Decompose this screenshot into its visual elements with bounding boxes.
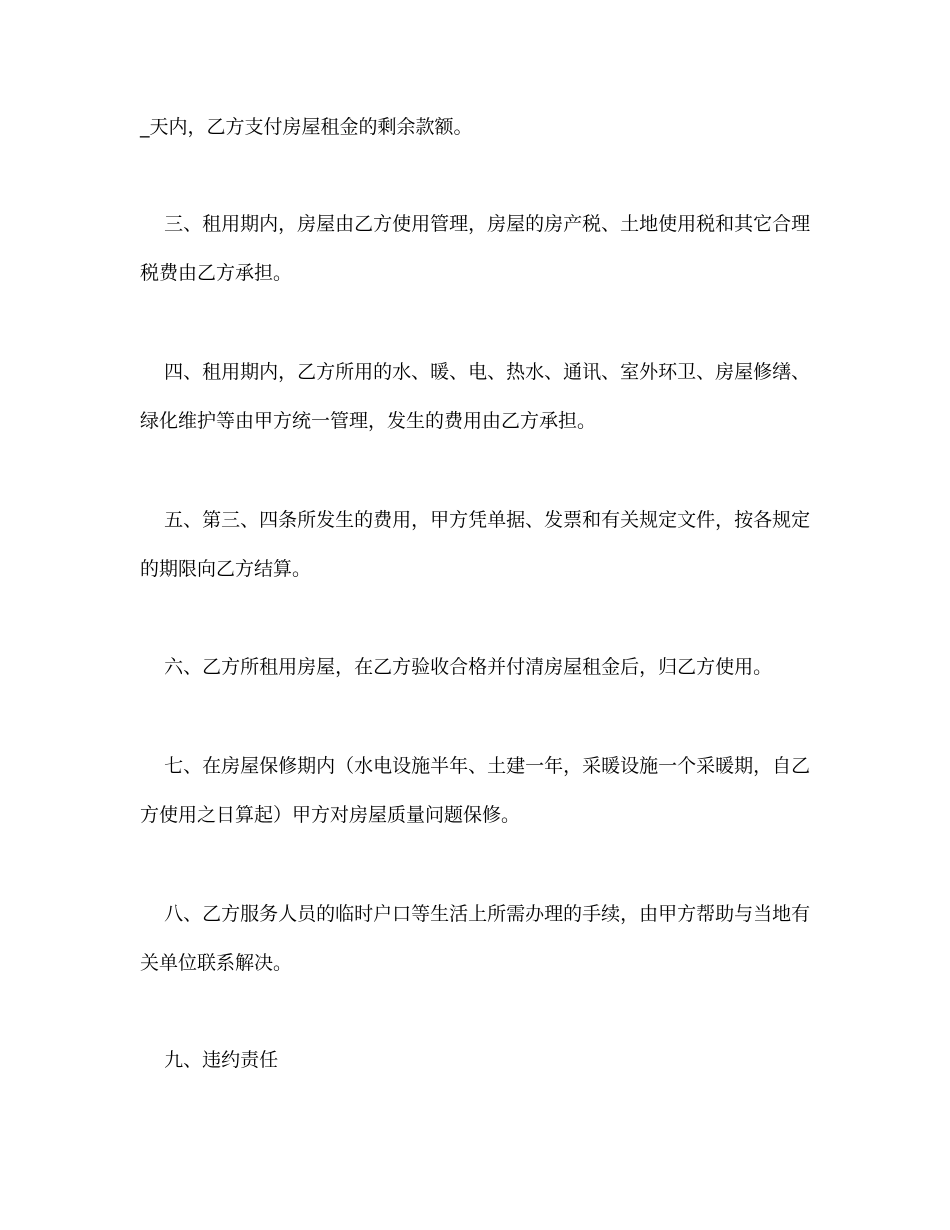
clause-4-line-1: 四、租用期内，乙方所用的水、暖、电、热水、通讯、室外环卫、房屋修缮、 — [140, 361, 811, 383]
clause-8-line-1: 八、乙方服务人员的临时户口等生活上所需办理的手续，由甲方帮助与当地有 — [140, 903, 811, 925]
paragraph-2-tail: _天内，乙方支付房屋租金的剩余款额。 — [140, 116, 473, 138]
clause-5-line-2: 的期限向乙方结算。 — [140, 558, 312, 580]
clause-9-heading: 九、违约责任 — [140, 1049, 279, 1071]
clause-7-line-1: 七、在房屋保修期内（水电设施半年、土建一年，采暖设施一个采暖期，自乙 — [140, 755, 811, 777]
clause-8-line-2: 关单位联系解决。 — [140, 952, 293, 974]
clause-7-line-2: 方使用之日算起）甲方对房屋质量问题保修。 — [140, 804, 521, 826]
clause-3-line-1: 三、租用期内，房屋由乙方使用管理，房屋的房产税、土地使用税和其它合理 — [140, 213, 811, 235]
clause-3-line-2: 税费由乙方承担。 — [140, 262, 293, 284]
clause-6-line-1: 六、乙方所租用房屋，在乙方验收合格并付清房屋租金后，归乙方使用。 — [140, 656, 773, 678]
clause-5-line-1: 五、第三、四条所发生的费用，甲方凭单据、发票和有关规定文件，按各规定 — [140, 509, 811, 531]
clause-4-line-2: 绿化维护等由甲方统一管理，发生的费用由乙方承担。 — [140, 410, 597, 432]
